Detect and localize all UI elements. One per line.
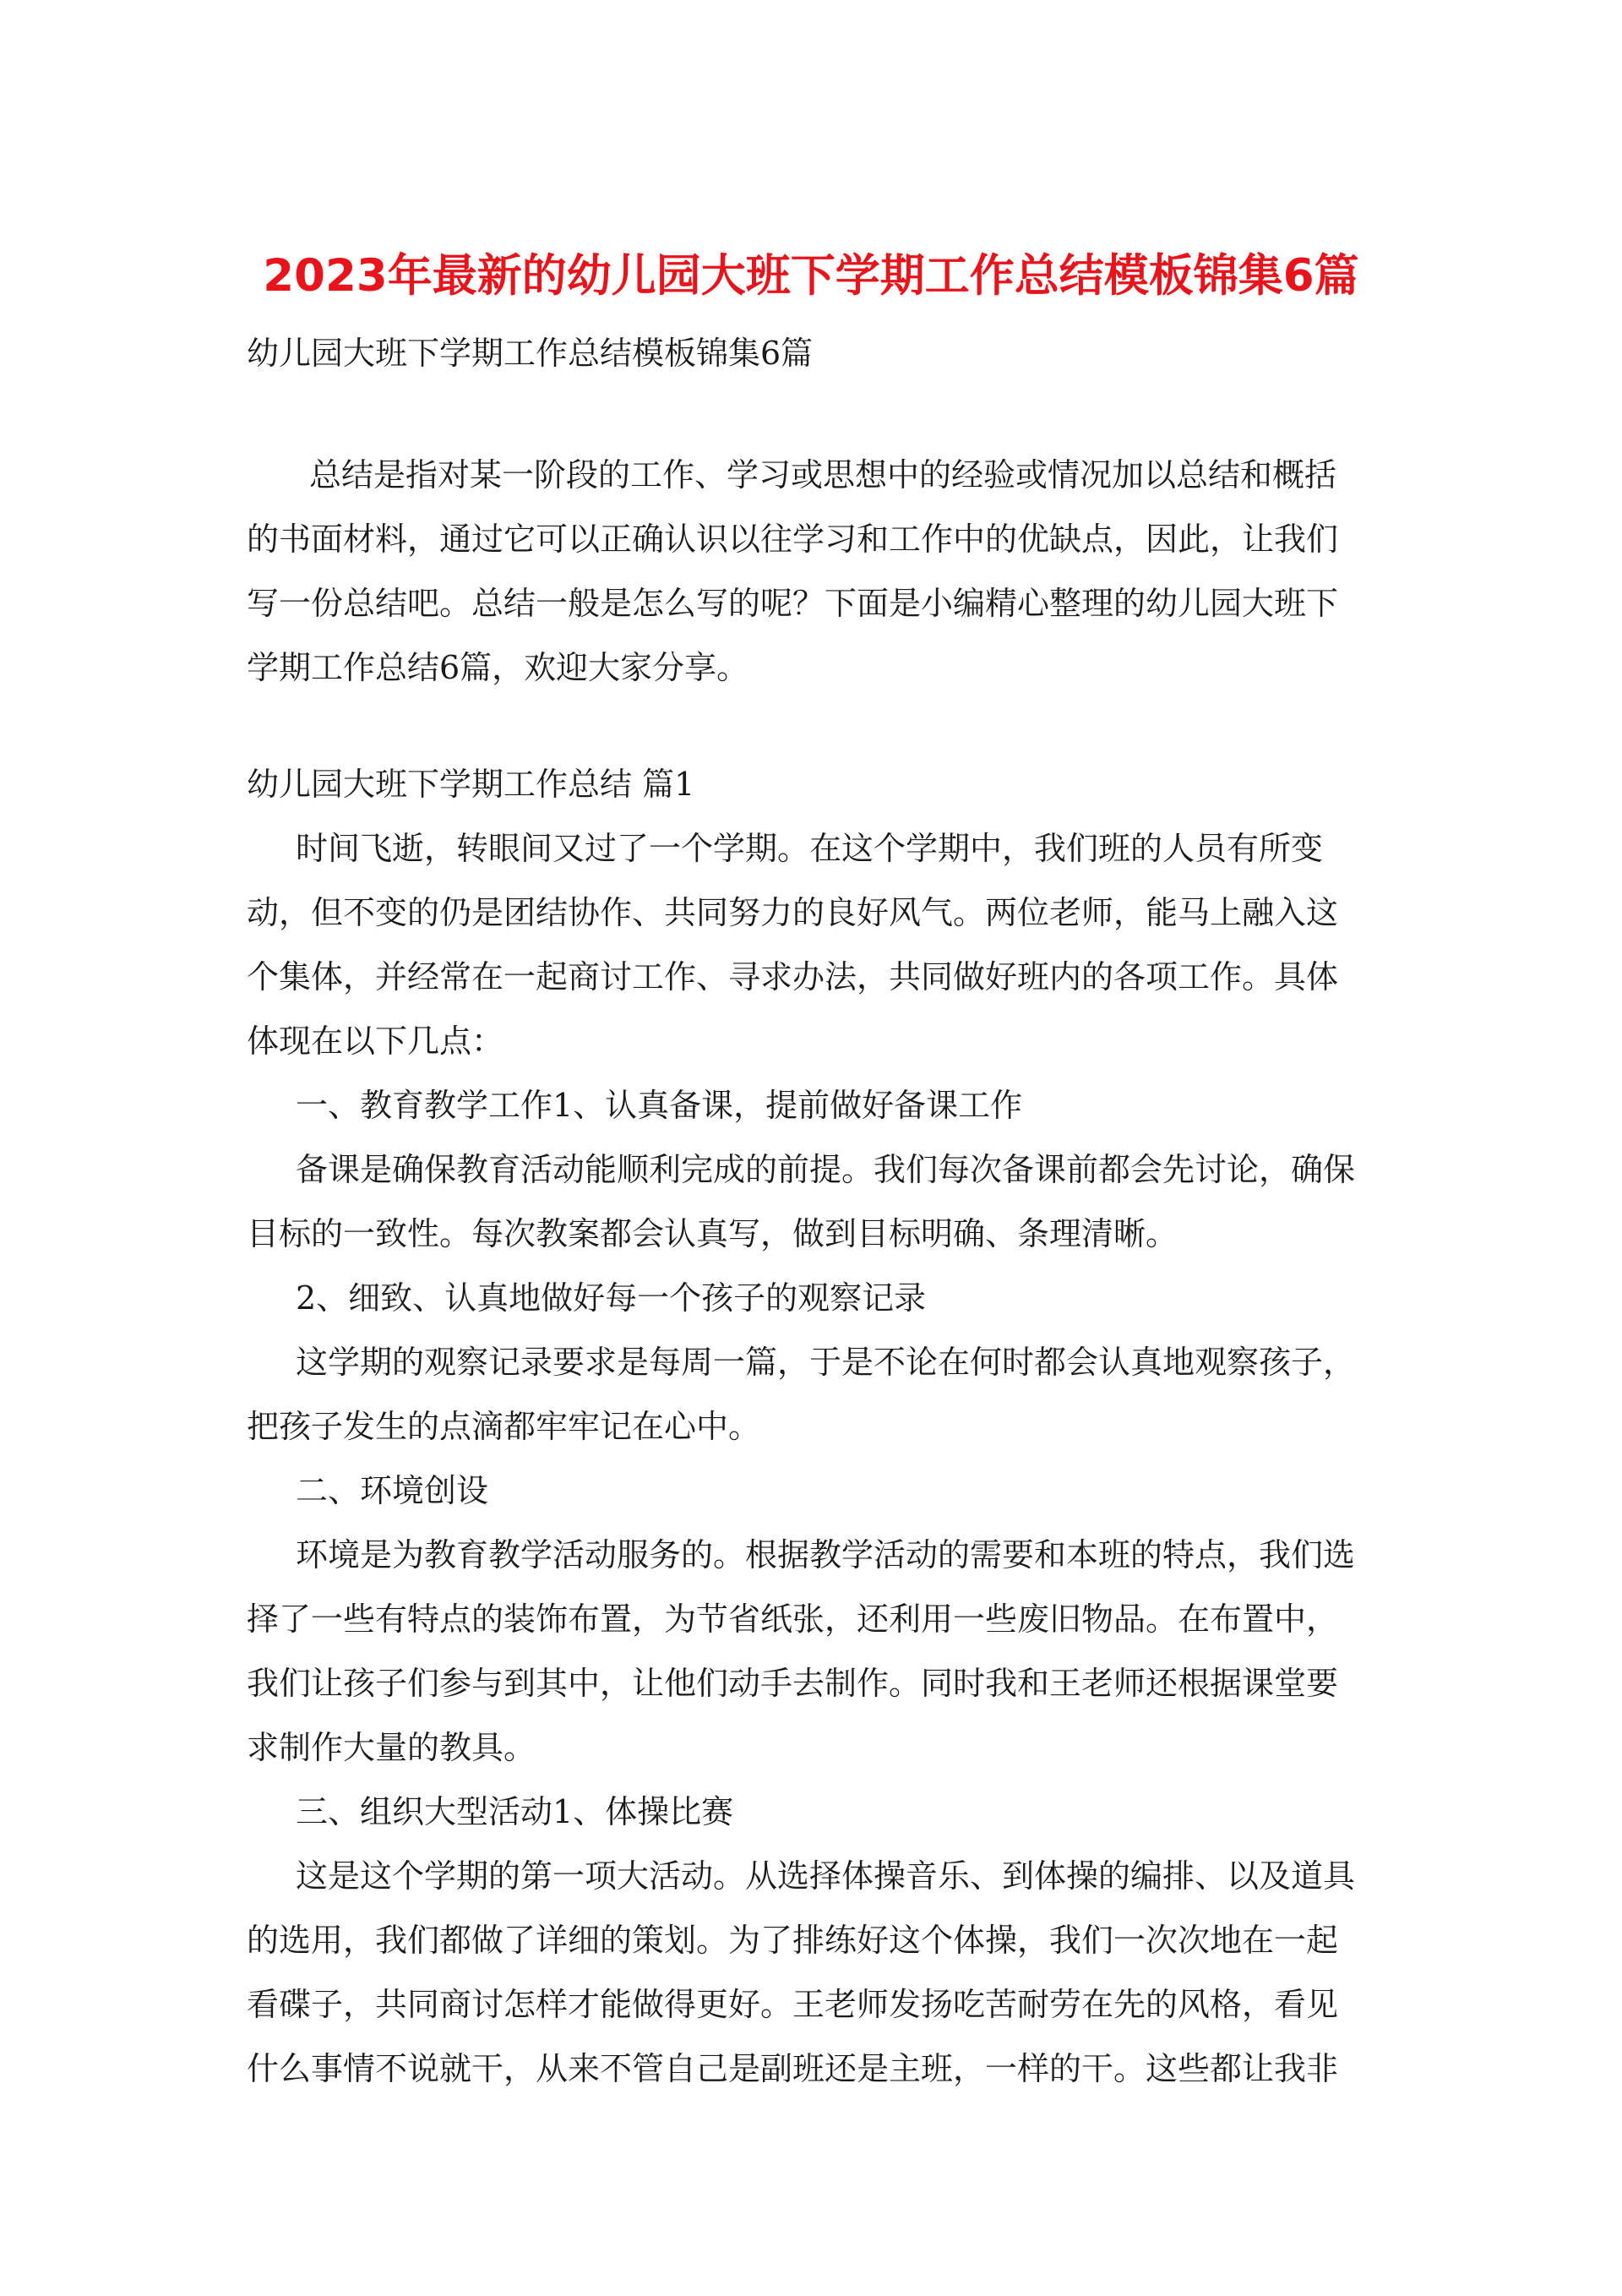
section-body: [247, 816, 1374, 2101]
section-heading: 幼儿园大班下学期工作总结 篇1: [247, 766, 695, 803]
intro-line: 总结是指对某一阶段的工作、学习或思想中的经验或情况加以总结和概括: [309, 456, 1337, 494]
body-line: 环境是为教育教学活动服务的。根据教学活动的需要和本班的特点，我们选: [296, 1536, 1356, 1573]
body-line: 体现在以下几点：: [247, 1023, 504, 1060]
body-line: 把孩子发生的点滴都牢牢记在心中。: [247, 1408, 761, 1445]
body-line: 目标的一致性。每次教案都会认真写，做到目标明确、条理清晰。: [247, 1215, 1178, 1252]
subheading-line: 二、环境创设: [296, 1472, 489, 1509]
body-line: 的选用，我们都做了详细的策划。为了排练好这个体操，我们一次次地在一起: [247, 1922, 1339, 1959]
document-subtitle: 幼儿园大班下学期工作总结模板锦集6篇: [247, 335, 814, 372]
subheading-line: 一、教育教学工作1、认真备课，提前做好备课工作: [296, 1087, 1023, 1124]
body-line: 看碟子，共同商讨怎样才能做得更好。王老师发扬吃苦耐劳在先的风格，看见: [247, 1986, 1339, 2023]
body-line: 个集体，并经常在一起商讨工作、寻求办法，共同做好班内的各项工作。具体: [247, 958, 1339, 995]
intro-line: 写一份总结吧。总结一般是怎么写的呢？下面是小编精心整理的幼儿园大班下: [247, 585, 1339, 622]
body-line: 什么事情不说就干，从来不管自己是副班还是主班，一样的干。这些都让我非: [247, 2050, 1339, 2087]
body-line: 求制作大量的教具。: [247, 1729, 536, 1766]
body-line: 动，但不变的仍是团结协作、共同努力的良好风气。两位老师，能马上融入这: [247, 894, 1339, 931]
intro-line: 的书面材料，通过它可以正确认识以往学习和工作中的优缺点，因此，让我们: [247, 521, 1339, 558]
spacer: [247, 385, 1374, 443]
intro-line: 学期工作总结6篇，欢迎大家分享。: [247, 649, 749, 686]
body-line: 时间飞逝，转眼间又过了一个学期。在这个学期中，我们班的人员有所变: [296, 830, 1324, 867]
intro-paragraph: [247, 443, 1374, 700]
body-line: 这学期的观察记录要求是每周一篇，于是不论在何时都会认真地观察孩子，: [296, 1344, 1356, 1381]
body-line: 择了一些有特点的装饰布置，为节省纸张，还利用一些废旧物品。在布置中，: [247, 1601, 1339, 1638]
spacer: [247, 700, 1374, 752]
subheading-line: 三、组织大型活动1、体操比赛: [296, 1793, 734, 1830]
body-line: 备课是确保教育活动能顺利完成的前提。我们每次备课前都会先讨论，确保: [296, 1151, 1356, 1188]
body-line: 我们让孩子们参与到其中，让他们动手去制作。同时我和王老师还根据课堂要: [247, 1665, 1339, 1702]
body-line: 这是这个学期的第一项大活动。从选择体操音乐、到体操的编排、以及道具: [296, 1857, 1356, 1895]
document-content: [247, 321, 1374, 2101]
subheading-line: 2、细致、认真地做好每一个孩子的观察记录: [296, 1279, 927, 1317]
document-title: 2023年最新的幼儿园大班下学期工作总结模板锦集6篇: [263, 250, 1359, 302]
